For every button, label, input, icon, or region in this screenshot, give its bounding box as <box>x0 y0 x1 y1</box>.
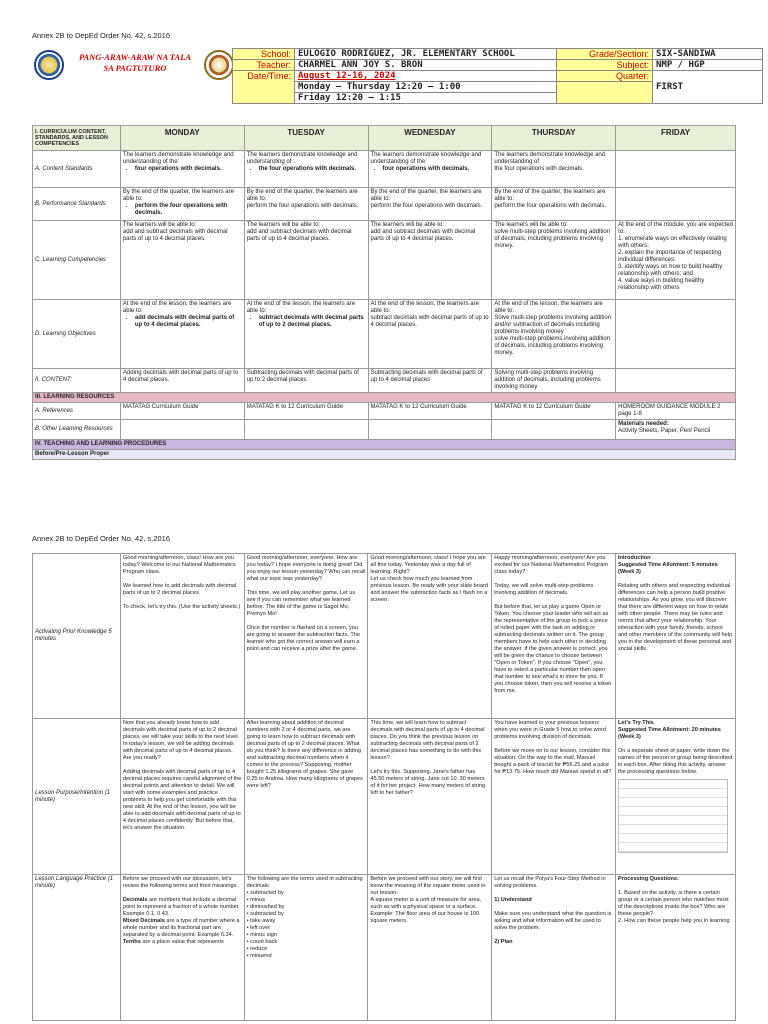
perf-std-friday <box>616 188 736 221</box>
quarter-value: FIRST <box>653 71 763 104</box>
language-wednesday: Before we proceed with our story, we will first know the meaning of the square meter used in our lesson. A square meter is a unit of measure for area, such as with a physical space or a surface. Example: The floor area of our house is 100 square meters. <box>368 875 492 1021</box>
references-label: A. References <box>33 403 121 420</box>
school-value: EULOGIO RODRIGUEZ, JR. ELEMENTARY SCHOOL <box>295 49 557 60</box>
content-std-thursday: The learners demonstrate knowledge and understanding of the four operations with decimals. <box>492 151 616 188</box>
content-tuesday: Subtracting decimals with decimal parts of up to 2 decimal places <box>244 369 368 393</box>
term-item: • subtracted by <box>246 890 284 896</box>
grade-value: SIX-SANDIWA <box>653 49 763 60</box>
time-line-1: Monday – Thursday 12:20 – 1:00 <box>295 82 557 93</box>
grade-label: Grade/Section: <box>557 49 653 60</box>
purpose-wednesday: This time, we will learn how to subtract decimals with decimal parts of up to 4 decimal places. Do you think the previous lesson on subtracting decimals with decimal parts of 2 decimal places has something to do with this lesson? Let's try this. Supposing, Jane's father has 45.50 meters of string. Jane cut 10. 30 meters of it for her project. How many meters of string left to her father? <box>368 719 492 875</box>
content-monday: Adding decimals with decimal parts of up to 4 decimal places. <box>120 369 244 393</box>
term-item: • minus <box>246 897 266 903</box>
teacher-label: Teacher: <box>233 60 295 71</box>
time-line-2: Friday 12:20 – 1:15 <box>295 93 557 104</box>
purpose-monday: Now that you already know how to add decimals with decimal parts of up to 2 decimal places, we will take your skills to the next level. In today's lesson, we will be adding decimals with decimal parts of up to 4 decimal places. Are you ready? Adding decimals with decimal parts of up to 4 decimal places requires careful alignment of the decimal points and attention to detail. We will start with some examples and practice problems to help you get comfortable with this new skill. At the end of this lesson, you will be able to add decimals with decimal parts of up to 4 decimal places confidently. But before that, let's answer the situation. <box>120 719 244 875</box>
day-header-monday: MONDAY <box>120 126 244 151</box>
day-header-tuesday: TUESDAY <box>244 126 368 151</box>
perf-std-monday: By the end of the quarter, the learners are able to: • perform the four operations with decimals. <box>120 188 244 221</box>
term-item: • reduce <box>246 946 268 952</box>
lesson-purpose-label: Lesson Purpose/Intention (1 minute) <box>33 719 121 875</box>
other-tuesday <box>244 420 368 440</box>
ref-monday: MATATAG Curriculum Guide <box>120 403 244 420</box>
perf-std-tuesday: By the end of the quarter, the learners are able to: perform the four operations with decimals. <box>244 188 368 221</box>
term-item: • count back <box>246 939 278 945</box>
day-header-friday: FRIDAY <box>616 126 736 151</box>
activity-worksheet-image <box>618 779 728 853</box>
content-std-tuesday: The learners demonstrate knowledge and understanding of : • the four operations with decimals. <box>244 151 368 188</box>
learning-objectives-label: D. Learning Objectives <box>33 300 121 369</box>
other-thursday <box>492 420 616 440</box>
comp-wednesday: The learners will be able to: add and subtract decimals with decimal parts of up to 4 decimal places. <box>368 221 492 300</box>
apk-wednesday: Good morning/afternoon, class! I hope you are all fine today. Yesterday was a day full of learning. Right? Let us check how much you learned from previous lesson. Be ready with your slate board and answer the subtraction facts as I flash on a screen. <box>368 554 492 719</box>
content-standards-label: A. Content Standards <box>33 151 121 188</box>
school-label: School: <box>233 49 295 60</box>
term-item: • take away <box>246 918 276 924</box>
school-seal-icon <box>204 50 234 80</box>
language-thursday: Let us recall the Polya's Four-Step Method in solving problems. 1) Understand Make sure you understand what the question is asking and what information will be used to solve the problem. 2) Plan <box>492 875 616 1021</box>
perf-std-wednesday: By the end of the quarter, the learners are able to: perform the four operations with decimals. <box>368 188 492 221</box>
date-value: August 12-16, 2024 <box>295 71 557 82</box>
day-header-thursday: THURSDAY <box>492 126 616 151</box>
language-monday: Before we proceed with our discussion, let's review the following terms and their meanings. Decimals are numbers that include a decimal point to represent a fraction of a whole number. Example 0.1, 0.43. Mixed Decimals are a type of number where a whole number and its fractional part are separated by a decimal point. Example 6.34. Tenths are a place value that represents <box>120 875 244 1021</box>
activating-prior-knowledge-label: Activating Prior Knowledge 5 minutes <box>33 554 121 719</box>
purpose-friday: Let's Try This Suggested Time Allotment: 20 minutes (Week 3) On a separate sheet of paper, write down the names of the person or group being described in each box. After doing this activity, answer the processing questions below. <box>615 719 735 875</box>
term-item: • subtracted by <box>246 911 284 917</box>
obj-monday: At the end of the lesson, the learners are able to: • add decimals with decimal parts of up to 4 decimal places. <box>120 300 244 369</box>
content-std-monday: The learners demonstrate knowledge and understanding of the: • four operations with decimals. <box>120 151 244 188</box>
ref-tuesday: MATATAG K to 12 Curriculum Guide <box>244 403 368 420</box>
obj-wednesday: At the end of the lesson, the learners are able to: subtract decimals with decimal parts of up to 4 decimal places. <box>368 300 492 369</box>
procedures-table <box>32 553 736 1021</box>
apk-thursday: Happy morning/afternoon, everyone! Are you excited for our National Mathematics Program class today? Today, we will solve multi-step problems involving addition of decimals. But before that, let us play a game Open or Token. You choose your leader who will act as the representative of the group to pick a piece of rolled paper with the task on adding or subtracting decimals written on it. The group members have to help each other in deciding the answer. If the given answer is correct, you will be given the chance to choose between "Open or Token". If you choose "Open", you have to select a particular number then open that number to see what's in store for you. If you choose token, then you will receive a token from me. <box>492 554 616 719</box>
before-lesson-header: Before/Pre-Lesson Proper <box>33 450 736 460</box>
content-label: II. CONTENT: <box>33 369 121 393</box>
dll-header <box>32 48 768 110</box>
term-item: • diminished by <box>246 904 285 910</box>
performance-standards-label: B. Performance Standards <box>33 188 121 221</box>
other-friday: Materials needed: Activity Sheets, Paper, Pen/ Pencil <box>616 420 736 440</box>
other-wednesday <box>368 420 492 440</box>
perf-std-thursday: By the end of the quarter, the learners are able to: perform the four operations with decimals. <box>492 188 616 221</box>
purpose-tuesday: After learning about addition of decimal numbers with 2 or 4 decimal parts, we are going to learn how to subtract decimals with decimal parts of up to 2 decimal places. What do you think? Is there any difference in adding and subtracting decimal numbers when it comes to the process? Supposing, mother bought 1.25 kilograms of grapes. She gave 0.25 to Andrea. How many kilograms of grapes were left? <box>244 719 368 875</box>
term-item: • minus sign <box>246 932 277 938</box>
apk-friday: Introduction Suggested Time Allotment: 5 minutes (Week 3) Relating with others and respecting individual differences can help a person build positive relationships. As you grow, you will discover that there are different ways on how to relate with other people. There may be rules and norms that affect your relationship. Your interaction with your family, friends, school and other members of the community will help you in the development of these personal and social skills. <box>615 554 735 719</box>
subject-label: Subject: <box>557 60 653 71</box>
term-item: • minuend <box>246 953 272 959</box>
learning-resources-header: III. LEARNING RESOURCES <box>33 393 736 403</box>
content-std-friday <box>616 151 736 188</box>
subject-value: NMP / HGP <box>653 60 763 71</box>
teacher-value: CHARMEL ANN JOY S. BRON <box>295 60 557 71</box>
content-std-wednesday: The learners demonstrate knowledge and understanding of the: • four operations with decimals. <box>368 151 492 188</box>
datetime-label: Date/Time: <box>233 71 295 104</box>
comp-tuesday: The learners will be able to: add and subtract decimals with decimal parts of up to 4 decimal places. <box>244 221 368 300</box>
learning-competencies-label: C. Learning Competencies <box>33 221 121 300</box>
other-resources-label: B. Other Learning Resources <box>33 420 121 440</box>
lesson-language-practice-label: Lesson Language Practice (1 minute) <box>33 875 121 1021</box>
ref-thursday: MATATAG K to 12 Curriculum Guide <box>492 403 616 420</box>
info-table <box>232 48 763 104</box>
content-thursday: Solving multi-step problems involving addition of decimals, including problems involving money <box>492 369 616 393</box>
term-item: • left over <box>246 925 271 931</box>
other-monday <box>120 420 244 440</box>
purpose-thursday: You have learned in your previous lessons when you were in Grade 5 how to solve word problems involving division of decimals. Before we move on to our lesson, consider this situation: On the way to the mall, Manuel bought a pack of biscuit for ₱56.25 and a juice for ₱13.75. How much did Manuel spend in all? <box>492 719 616 875</box>
language-tuesday: The following are the terms used in subtracting decimals. • subtracted by • minus • diminished by • subtracted by • take away • left over • minus sign • count back • reduce • minuend <box>244 875 368 1021</box>
comp-monday: The learners will be able to: add and subtract decimals with decimal parts of up to 4 decimal places. <box>120 221 244 300</box>
curriculum-table <box>32 125 736 460</box>
language-friday: Processing Questions: 1. Based on the activity, is there a certain group or a certain person who matches most of the descriptions inside the box? Who are these people? 2. How can these people help you in learning <box>615 875 735 1021</box>
annex-reference-page-2: Annex 2B to DepEd Order No. 42, s.2016 <box>32 534 170 543</box>
annex-reference: Annex 2B to DepEd Order No. 42, s.2016 <box>32 31 170 40</box>
obj-thursday: At the end of the lesson, the learners are able to: Solve multi-step problems involving addition and/or subtraction of decimals including problems involving money solve multi-step problems involving addition of decimals, including problems involving money. <box>492 300 616 369</box>
obj-friday <box>616 300 736 369</box>
ref-friday: HOMEROOM GUIDANCE MODULE 2 page 1-8 <box>616 403 736 420</box>
ref-wednesday: MATATAG K to 12 Curriculum Guide <box>368 403 492 420</box>
comp-thursday: The learners will be able to: solve multi-step problems involving addition of decimals, including problems involving money. <box>492 221 616 300</box>
comp-friday: At the end of the module, you are expected to: 1. enumerate ways on effectively relating with others; 2. explain the importance of respecting individual differences; 3. identify ways on how to build healthy relationship with others; and 4. value ways in building healthy relationship with others <box>616 221 736 300</box>
document-title: PANG-ARAW-ARAW NA TALA SA PAGTUTURO <box>78 52 192 73</box>
content-wednesday: Subtracting decimals with decimal parts of up to 4 decimal places <box>368 369 492 393</box>
content-friday <box>616 369 736 393</box>
quarter-label: Quarter: <box>557 71 653 82</box>
apk-tuesday: Good morning/afternoon, everyone. How are you today? I hope everyone is doing great! Did you enjoy our lesson yesterday? Who can recall what our topic was yesterday? This time, we will play another game. Let us see if you can remember what we learned before. The title of the game is Sagot Mo, Premyo Mo! Once the number is flashed on a screen, you are going to answer the subtraction facts. The learner who got the correct answer will earn a point and can receive a prize after the game. <box>244 554 368 719</box>
table-corner-header: I. CURRICULUM CONTENT, STANDARDS, AND LESSON COMPETENCIES <box>33 126 121 151</box>
procedures-header: IV. TEACHING AND LEARNING PROCEDURES <box>33 440 736 450</box>
apk-monday: Good morning/afternoon, class! How are you today? Welcome to our National Mathematics Program class. We learned how to add decimals with decimal parts of up to 2 decimal places. To check, let's try this. (Use the activity sheets.) <box>120 554 244 719</box>
day-header-wednesday: WEDNESDAY <box>368 126 492 151</box>
obj-tuesday: At the end of the lesson, the learners are able to: • subtract decimals with decimal parts of up to 2 decimal places. <box>244 300 368 369</box>
